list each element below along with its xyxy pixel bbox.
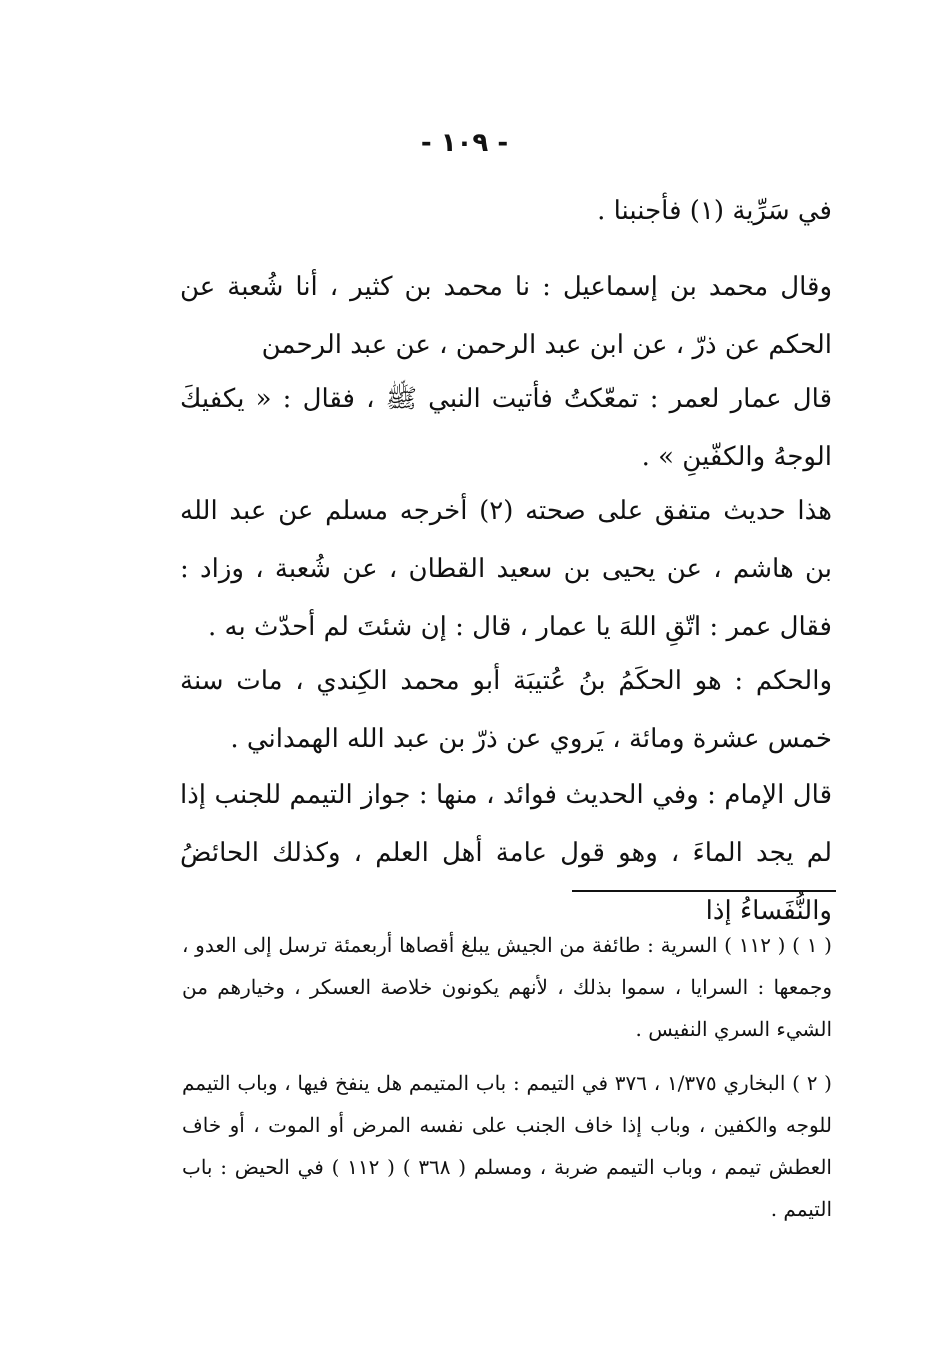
paragraph-ammar-quote: قال عمار لعمر : تمعّكتُ فأتيت النبي ﷺ ، فقال : « يكفيكَ الوجهُ والكفّينِ » . bbox=[180, 384, 832, 472]
paragraph-hadith-authenticity: هذا حديث متفق على صحته (٢) أخرجه مسلم عن عبد الله بن هاشم ، عن يحيى بن سعيد القطان ، عن شُعبة ، وزاد : فقال عمر : اتّقِ اللهَ يا عمار ، قال : إن شئتَ لم أحدّث به . bbox=[180, 496, 832, 642]
page-number: - ١٠٩ - bbox=[420, 128, 509, 158]
footnote-2: ( ٢ ) البخاري ١/٣٧٥ ، ٣٧٦ في التيمم : باب المتيمم هل ينفخ فيها ، وباب التيمم للوجه والكفين ، وباب إذا خاف الجنب على نفسه المرض أو الموت ، أو خاف العطش تيمم ، وباب التيمم ضربة ، ومسلم ( ٣٦٨ ) ( ١١٢ ) في الحيض : باب التيمم . bbox=[182, 1071, 832, 1221]
paragraph-isnad: وقال محمد بن إسماعيل : نا محمد بن كثير ، أنا شُعبة عن الحكم عن ذرّ ، عن ابن عبد الرحمن ، عن عبد الرحمن bbox=[180, 272, 832, 360]
paragraph-imam-commentary: قال الإمام : وفي الحديث فوائد ، منها : جواز التيمم للجنب إذا لم يجد الماءَ ، وهو قول عامة أهل العلم ، وكذلك الحائضُ والنُّفَساءُ إذا bbox=[180, 780, 832, 926]
footnote-1: ( ١ ) ( ١١٢ ) السرية : طائفة من الجيش يبلغ أقصاها أربعمئة ترسل إلى العدو ، وجمعها : السرايا ، سموا بذلك ، لأنهم يكونون خلاصة العسكر ، وخيارهم من الشيء السري النفيس . bbox=[182, 933, 832, 1041]
footnote-divider bbox=[572, 890, 836, 892]
paragraph-continuation: في سَرِّية (١) فأجنبنا . bbox=[597, 196, 832, 226]
paragraph-narrator-note: والحكم : هو الحكَمُ بنُ عُتيبَة أبو محمد الكِندي ، مات سنة خمس عشرة ومائة ، يَروي عن ذرّ بن عبد الله الهمداني . bbox=[180, 666, 833, 754]
